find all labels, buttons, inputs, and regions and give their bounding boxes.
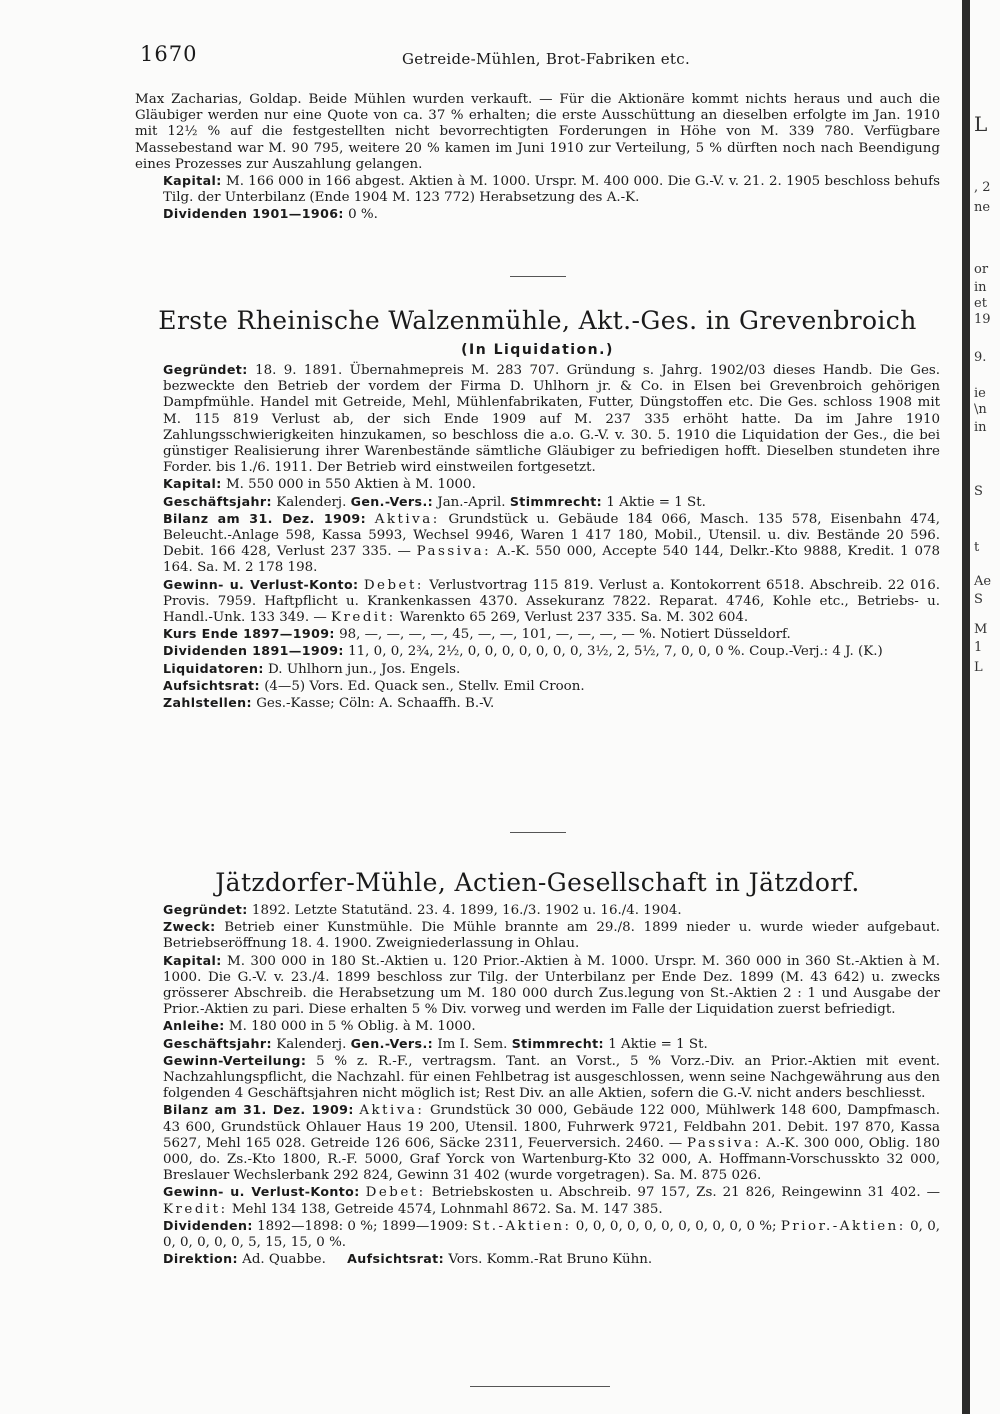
kapital-entry [135, 953, 940, 1019]
st-aktien-word: St.-Aktien: [472, 1218, 572, 1234]
kapital-text: M. 550 000 in 550 Aktien à M. 1000. [225, 477, 476, 493]
margin-fragment: t [974, 540, 980, 555]
company-title-jaetzdorf: Jätzdorfer-Mühle, Actien-Gesellschaft in Jätzdorf. [215, 868, 860, 897]
liquidatoren-text: D. Uhlhorn jun., Jos. Engels. [268, 661, 461, 677]
kapital-text: M. 300 000 in 180 St.-Aktien u. 120 Prior.-Aktien à M. 1000. Urspr. M. 360 000 in 360 St.-Aktien à M. 1000. Die G.-V. v. 23./4. 1899 beschloss zur Tilg. der Unterbilanz per Ende Dez. 1899 (M. 43 642) u. zwecks grösserer Abschreib. die Herabsetzung um M. 180 000 durch Zus.legung von St.-Aktien 2 : 1 und Ausgabe der Prior.-Aktien zu pari. Diese erhalten 5 % Div. vorweg und werden im Falle der Liquidation zuerst befriedigt. [163, 953, 940, 1018]
dividenden-st: 0, 0, 0, 0, 0, 0, 0, 0, 0, 0, 0 %; [575, 1218, 777, 1234]
kapital-label: Kapital: [163, 476, 222, 492]
anleihe-text: M. 180 000 in 5 % Oblig. à M. 1000. [228, 1019, 476, 1035]
margin-fragment: in [974, 420, 987, 435]
bilanz-label: Bilanz am 31. Dez. 1909: [163, 1102, 354, 1118]
direktion-label: Direktion: [163, 1251, 238, 1267]
bilanz-aktiva: Grundstück u. Gebäude 184 066, Masch. 135 578, Eisenbahn 474, Beleucht.-Anlage 598, Kassa 5993, Wechsel 9946, Waren 1 417 180, Mobil., Utensil. u. div. Bestände 20 596. Debit. 166 428, Verlust 237 335. — [163, 511, 941, 560]
gegruendet-text: 1892. Letzte Statutänd. 23. 4. 1899, 16./3. 1902 u. 16./4. 1904. [251, 903, 682, 918]
bilanz-passiva: A.-K. 550 000, Accepte 540 144, Delkr.-Kto 9888, Kredit. 1 078 164. Sa. M. 2 178 198. [163, 544, 940, 576]
anleihe-label: Anleihe: [163, 1018, 225, 1034]
kurs-entry [135, 626, 940, 643]
margin-fragment: 1 [974, 640, 983, 655]
bilanz-entry [135, 1102, 940, 1184]
liquidatoren-label: Liquidatoren: [163, 660, 264, 676]
gegruendet-label: Gegründet: [163, 362, 248, 377]
stimmrecht-label: Stimmrecht: [509, 493, 603, 509]
binding-edge [962, 0, 970, 1414]
margin-fragment: S [974, 592, 983, 607]
kapital-label: Kapital: [163, 173, 222, 189]
guv-entry [135, 1184, 940, 1217]
geschaeftsjahr-label: Geschäftsjahr: [163, 1035, 272, 1051]
debet-word: Debet: [365, 1185, 426, 1201]
margin-fragment: \n [974, 402, 987, 417]
section-divider [510, 276, 566, 277]
guv-entry [135, 577, 940, 627]
dividenden-text: 11, 0, 0, 2¾, 2½, 0, 0, 0, 0, 0, 0, 0, 3½, 2, 5½, 7, 0, 0, 0 %. Coup.-Verj.: 4 J. (K.) [348, 644, 883, 660]
kurs-text: 98, —, —, —, —, 45, —, —, 101, —, —, —, — %. Notiert Düsseldorf. [339, 627, 791, 643]
aufsichtsrat-label: Aufsichtsrat: [347, 1251, 445, 1267]
margin-fragment: L [974, 112, 988, 136]
direktion-entry [135, 1251, 940, 1268]
bilanz-aktiva: Grundstück 30 000, Gebäude 122 000, Mühlwerk 148 600, Dampfmasch. 43 600, Grundstück Ohlauer Haus 19 200, Utensil. 1800, Fuhrwerk 9721, Feldbahn 201. Debit. 197 870, Kassa 5627, Mehl 165 028. Getreide 126 606, Säcke 2311, Feuerversich. 2460. — [163, 1103, 940, 1151]
geschaeftsjahr-entry [135, 494, 940, 511]
adjacent-page-fragment [972, 0, 1000, 1414]
intro-block [135, 92, 940, 224]
bilanz-passiva: A.-K. 300 000, Oblig. 180 000, do. Zs.-Kto 1800, R.-F. 5000, Graf Yorck von Wartenburg-Kto 32 000, A. Hoffmann-Vorschusskto 32 000, Breslauer Wechslerbank 292 824, Gewinn 31 402 (wurde vorgetragen). Sa. M. 875 026. [163, 1135, 941, 1184]
margin-fragment: M [974, 622, 988, 637]
kapital-entry [135, 476, 940, 493]
anleihe-entry [135, 1018, 940, 1035]
margin-fragment: 9. [974, 350, 987, 365]
margin-fragment: or [974, 262, 989, 277]
guv-label: Gewinn- u. Verlust-Konto: [163, 576, 359, 592]
gewinnverteilung-label: Gewinn-Verteilung: [163, 1052, 307, 1068]
gewinnverteilung-entry [135, 1053, 940, 1103]
bilanz-label: Bilanz am 31. Dez. 1909: [163, 510, 367, 526]
margin-fragment: 19 [974, 312, 991, 327]
margin-fragment: , 2 [974, 180, 991, 195]
zweck-label: Zweck: [163, 919, 216, 935]
company-subtitle-liquidation: (In Liquidation.) [461, 342, 614, 358]
section-divider [470, 1386, 610, 1387]
margin-fragment: in [974, 280, 987, 295]
aufsichtsrat-entry [135, 678, 940, 695]
company-title-grevenbroich: Erste Rheinische Walzenmühle, Akt.-Ges. in Grevenbroich [158, 306, 917, 335]
zahlstellen-label: Zahlstellen: [163, 695, 252, 711]
stimmrecht-text: 1 Aktie = 1 St. [608, 1036, 708, 1052]
zahlstellen-text: Ges.-Kasse; Cöln: A. Schaaffh. B.-V. [256, 696, 495, 712]
page-number: 1670 [140, 42, 198, 66]
guv-kredit: Mehl 134 138, Getreide 4574, Lohnmahl 8672. Sa. M. 147 385. [231, 1201, 663, 1217]
kapital-text: M. 166 000 in 166 abgest. Aktien à M. 1000. Urspr. M. 400 000. Die G.-V. v. 21. 2. 1905 beschloss behufs Tilg. der Unterbilanz (Ende 1904 M. 123 772) Herabsetzung des A.-K. [163, 174, 940, 206]
margin-fragment: et [974, 296, 987, 311]
direktion-text: Ad. Quabbe. [242, 1252, 326, 1268]
guv-debet: Betriebskosten u. Abschreib. 97 157, Zs. 21 826, Reingewinn 31 402. — [431, 1185, 940, 1201]
debet-word: Debet: [363, 577, 424, 593]
gewinnverteilung-text: 5 % z. R.-F., vertragsm. Tant. an Vorst., 5 % Vorz.-Div. an Prior.-Aktien mit event. Nachzahlungspflicht, die Nachzahl. für einen Fehlbetrag ist ausgeschlossen, wenn seine Nachgewährung aus den folgenden 4 Geschäftsjahren nicht möglich ist; Rest Div. an alle Aktien, sofern die G.-V. nicht anders beschliesst. [163, 1053, 940, 1102]
passiva-word: Passiva: [686, 1135, 762, 1151]
gegruendet-label: Gegründet: [163, 902, 248, 917]
kredit-word: Kredit: [163, 1201, 228, 1217]
running-title: Getreide-Mühlen, Brot-Fabriken etc. [402, 50, 691, 68]
aufsichtsrat-text: Vors. Komm.-Rat Bruno Kühn. [448, 1252, 653, 1268]
intro-dividenden [135, 206, 940, 223]
gegruendet-entry [135, 902, 940, 919]
genvers-label: Gen.-Vers.: [350, 1035, 434, 1051]
zahlstellen-entry [135, 695, 940, 712]
genvers-label: Gen.-Vers.: [350, 493, 434, 509]
zweck-text: Betrieb einer Kunstmühle. Die Mühle brannte am 29./8. 1899 nieder u. wurde wieder aufgebaut. Betriebseröffnung 18. 4. 1900. Zweigniederlassung in Ohlau. [163, 920, 940, 952]
genvers-text: Im I. Sem. [437, 1036, 508, 1052]
margin-fragment: ne [974, 200, 991, 215]
passiva-word: Passiva: [416, 544, 492, 560]
margin-fragment: S [974, 484, 983, 499]
stimmrecht-label: Stimmrecht: [511, 1035, 604, 1051]
geschaeftsjahr-text: Kalenderj. [276, 1036, 347, 1052]
intro-paragraph: Max Zacharias, Goldap. Beide Mühlen wurden verkauft. — Für die Aktionäre kommt nichts heraus und auch die Gläubiger werden nur eine Quote von ca. 37 % erhalten; die erste Ausschüttung an dieselben erfolgte im Jan. 1910 mit 12½ % auf die festgestellten nicht bevorrechtigten Forderungen in Höhe von M. 339 780. Verfügbare Massebestand war M. 90 795, weitere 20 % kamen im Juni 1910 zur Verteilung, 5 % dürften noch nach Beendigung eines Prozesses zur Auszahlung gelangen. [135, 92, 940, 172]
dividenden-label: Dividenden: [163, 1217, 253, 1233]
dividenden-entry [135, 643, 940, 660]
kapital-label: Kapital: [163, 952, 222, 968]
dividenden-text: 0 %. [348, 207, 378, 223]
dividenden-entry [135, 1218, 940, 1251]
kredit-word: Kredit: [331, 610, 396, 626]
dividenden-text: 1892—1898: 0 %; 1899—1909: [257, 1218, 468, 1234]
company-entry-jaetzdorf [135, 902, 940, 1268]
gegruendet-entry [135, 362, 940, 476]
prior-aktien-word: Prior.-Aktien: [780, 1218, 906, 1234]
intro-kapital [135, 173, 940, 206]
company-entry-grevenbroich [135, 362, 940, 712]
kurs-label: Kurs Ende 1897—1909: [163, 626, 335, 642]
guv-label: Gewinn- u. Verlust-Konto: [163, 1184, 360, 1200]
margin-fragment: L [974, 660, 983, 675]
margin-fragment: ie [974, 386, 986, 401]
aktiva-word: Aktiva: [374, 511, 440, 527]
page-header [140, 42, 940, 72]
aufsichtsrat-label: Aufsichtsrat: [163, 677, 260, 693]
section-divider [510, 832, 566, 833]
stimmrecht-text: 1 Aktie = 1 St. [606, 494, 706, 510]
dividenden-label: Dividenden 1901—1906: [163, 206, 344, 222]
liquidatoren-entry [135, 661, 940, 678]
geschaeftsjahr-entry [135, 1036, 940, 1053]
aktiva-word: Aktiva: [359, 1103, 425, 1119]
geschaeftsjahr-label: Geschäftsjahr: [163, 493, 272, 509]
dividenden-label: Dividenden 1891—1909: [163, 643, 344, 659]
geschaeftsjahr-text: Kalenderj. [276, 494, 347, 510]
guv-debet: Verlustvortrag 115 819. Verlust a. Kontokorrent 6518. Abschreib. 22 016. Provis. 7959. Haftpflicht u. Krankenkassen 4370. Assekuranz 7822. Reparat. 4746, Kohle etc., Betriebs- u. Handl.-Unk. 133 349. — [163, 577, 940, 626]
genvers-text: Jan.-April. [437, 494, 506, 510]
margin-fragment: Ae [974, 574, 992, 589]
bilanz-entry [135, 511, 940, 577]
gegruendet-text: 18. 9. 1891. Übernahmepreis M. 283 707. Gründung s. Jahrg. 1902/03 dieses Handb. Die Ges. bezweckte den Betrieb der vordem der Firma D. Uhlhorn jr. & Co. in Elsen bei Grevenbroich gehörigen Dampfmühle. Handel mit Getreide, Mehl, Mühlenfabrikaten, Futter, Düngstoffen etc. Die Ges. schloss 1908 mit M. 115 819 Verlust ab, der sich Ende 1909 auf M. 237 335 erhöht hatte. Da im Jahre 1910 Zahlungsschwierigkeiten hinzukamen, so beschloss die a.o. G.-V. v. 30. 5. 1910 die Liquidation der Ges., die bei günstiger Realisierung ihrer Warenbestände sämtliche Gläubiger zu befriedigen hofft. Dieselben stundeten ihre Forder. bis 1./6. 1911. Der Betrieb wird einstweilen fortgesetzt. [163, 363, 940, 476]
dividenden-prior: 0, 0, 0, 0, 0, 0, 0, 5, 15, 15, 0 %. [163, 1218, 940, 1251]
guv-kredit: Warenkto 65 269, Verlust 237 335. Sa. M. 302 604. [399, 610, 749, 626]
aufsichtsrat-text: (4—5) Vors. Ed. Quack sen., Stellv. Emil Croon. [264, 678, 585, 694]
zweck-entry [135, 919, 940, 952]
